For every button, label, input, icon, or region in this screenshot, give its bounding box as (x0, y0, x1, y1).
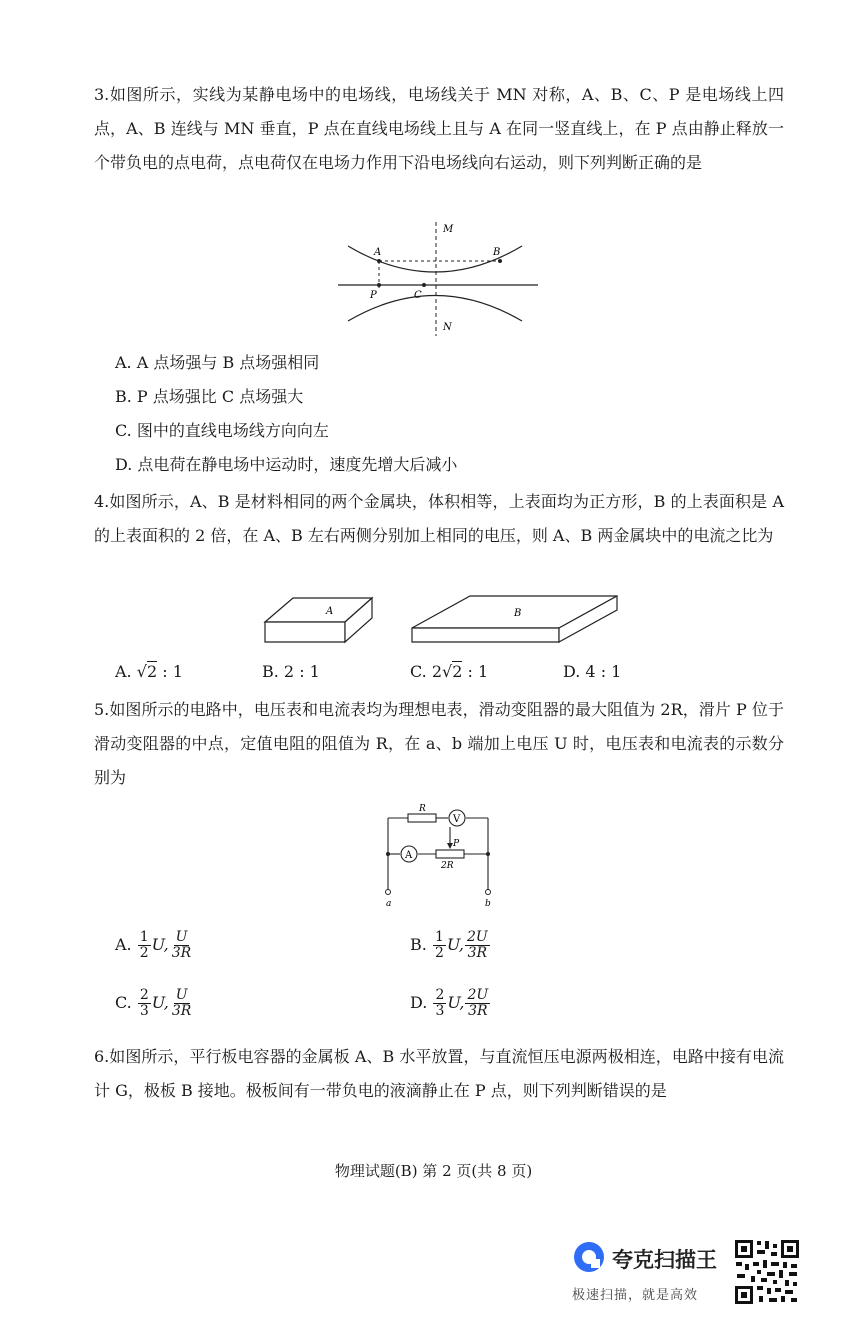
label-m: M (443, 224, 454, 235)
label-a: A (374, 247, 382, 258)
q3-option-c: C. 图中的直线电场线方向向左 (115, 421, 329, 440)
q3-option-a: A. A 点场强与 B 点场强相同 (115, 353, 320, 372)
q5-option-a: A. $\frac{1}{2}$ U, $\frac{U}{3R}$ (115, 929, 192, 961)
point-a (377, 259, 381, 263)
ammeter-label: A (405, 850, 413, 861)
rheostat-2r (436, 850, 464, 858)
question-3-text: 3.如图所示，实线为某静电场中的电场线，电场线关于 MN 对称，A、B、C、P 是电场线上四点，A、B 连线与 MN 垂直，P 点在直线电场线上且与 A 在同一竖直线上，在 P 点由静止释放一个带负电的点电荷，点电荷仅在电场力作用下沿电场线向右运动，则下列判断正确的是 (94, 85, 784, 172)
voltmeter-label: V (453, 814, 461, 825)
label-r: R (419, 804, 426, 814)
q5-option-d: D. $\frac{2}{3}$ U, $\frac{2U}{3R}$ (410, 987, 489, 1019)
resistor-r (408, 814, 436, 822)
question-5-text: 5.如图所示的电路中，电压表和电流表均为理想电表，滑动变阻器的最大阻值为 2R，滑片 P 位于滑动变阻器的中点，定值电阻的阻值为 R，在 a、b 端加上电压 U 时，电压表和电流表的示数分别为 (94, 700, 784, 787)
terminal-b (486, 890, 491, 895)
brand-name: 夸克扫描王 (612, 1248, 717, 1272)
label-p: P (370, 290, 377, 301)
q4-option-c: C. 2√2 : 1 (410, 662, 489, 681)
label-p: P (453, 839, 460, 849)
q3-option-b: B. P 点场强比 C 点场强大 (115, 387, 304, 406)
point-p (377, 283, 381, 287)
point-c (422, 283, 426, 287)
label-c: C (414, 290, 422, 301)
q4-option-a: A. √2 : 1 (115, 662, 183, 681)
q5-option-c: C. $\frac{2}{3}$ U, $\frac{U}{3R}$ (115, 987, 192, 1019)
block-a (265, 598, 372, 642)
label-b: B (493, 247, 501, 258)
label-block-b: B (514, 608, 522, 619)
label-2r: 2R (441, 861, 454, 871)
q4-option-b: B. 2 : 1 (262, 662, 320, 681)
page-footer: 物理试题(B) 第 2 页(共 8 页) (334, 1162, 533, 1180)
circuit-figure (378, 800, 498, 910)
point-b (498, 259, 502, 263)
brand-slogan: 极速扫描，就是高效 (572, 1288, 699, 1303)
question-6-text: 6.如图所示，平行板电容器的金属板 A、B 水平放置，与直流恒压电源两极相连，电路中接有电流计 G，极板 B 接地。极板间有一带负电的液滴静止在 P 点，则下列判断错误的是 (94, 1047, 784, 1100)
metal-blocks-figure (260, 592, 620, 648)
field-lines-figure (330, 218, 550, 338)
quark-logo-icon (572, 1240, 606, 1274)
qr-code-icon (733, 1238, 801, 1306)
label-a-terminal: a (386, 899, 392, 909)
question-4-text: 4.如图所示，A、B 是材料相同的两个金属块，体积相等，上表面均为正方形，B 的上表面积是 A 的上表面积的 2 倍，在 A、B 左右两侧分别加上相同的电压，则 A、B 两金属块中的电流之比为 (94, 492, 784, 545)
q4-option-d: D. 4 : 1 (563, 662, 622, 681)
label-block-a: A (326, 606, 334, 617)
terminal-a (386, 890, 391, 895)
q3-option-d: D. 点电荷在静电场中运动时，速度先增大后减小 (115, 455, 458, 474)
q5-option-b: B. $\frac{1}{2}$ U, $\frac{2U}{3R}$ (410, 929, 488, 961)
block-b (412, 596, 617, 642)
label-b-terminal: b (485, 899, 491, 909)
label-n: N (443, 322, 452, 333)
